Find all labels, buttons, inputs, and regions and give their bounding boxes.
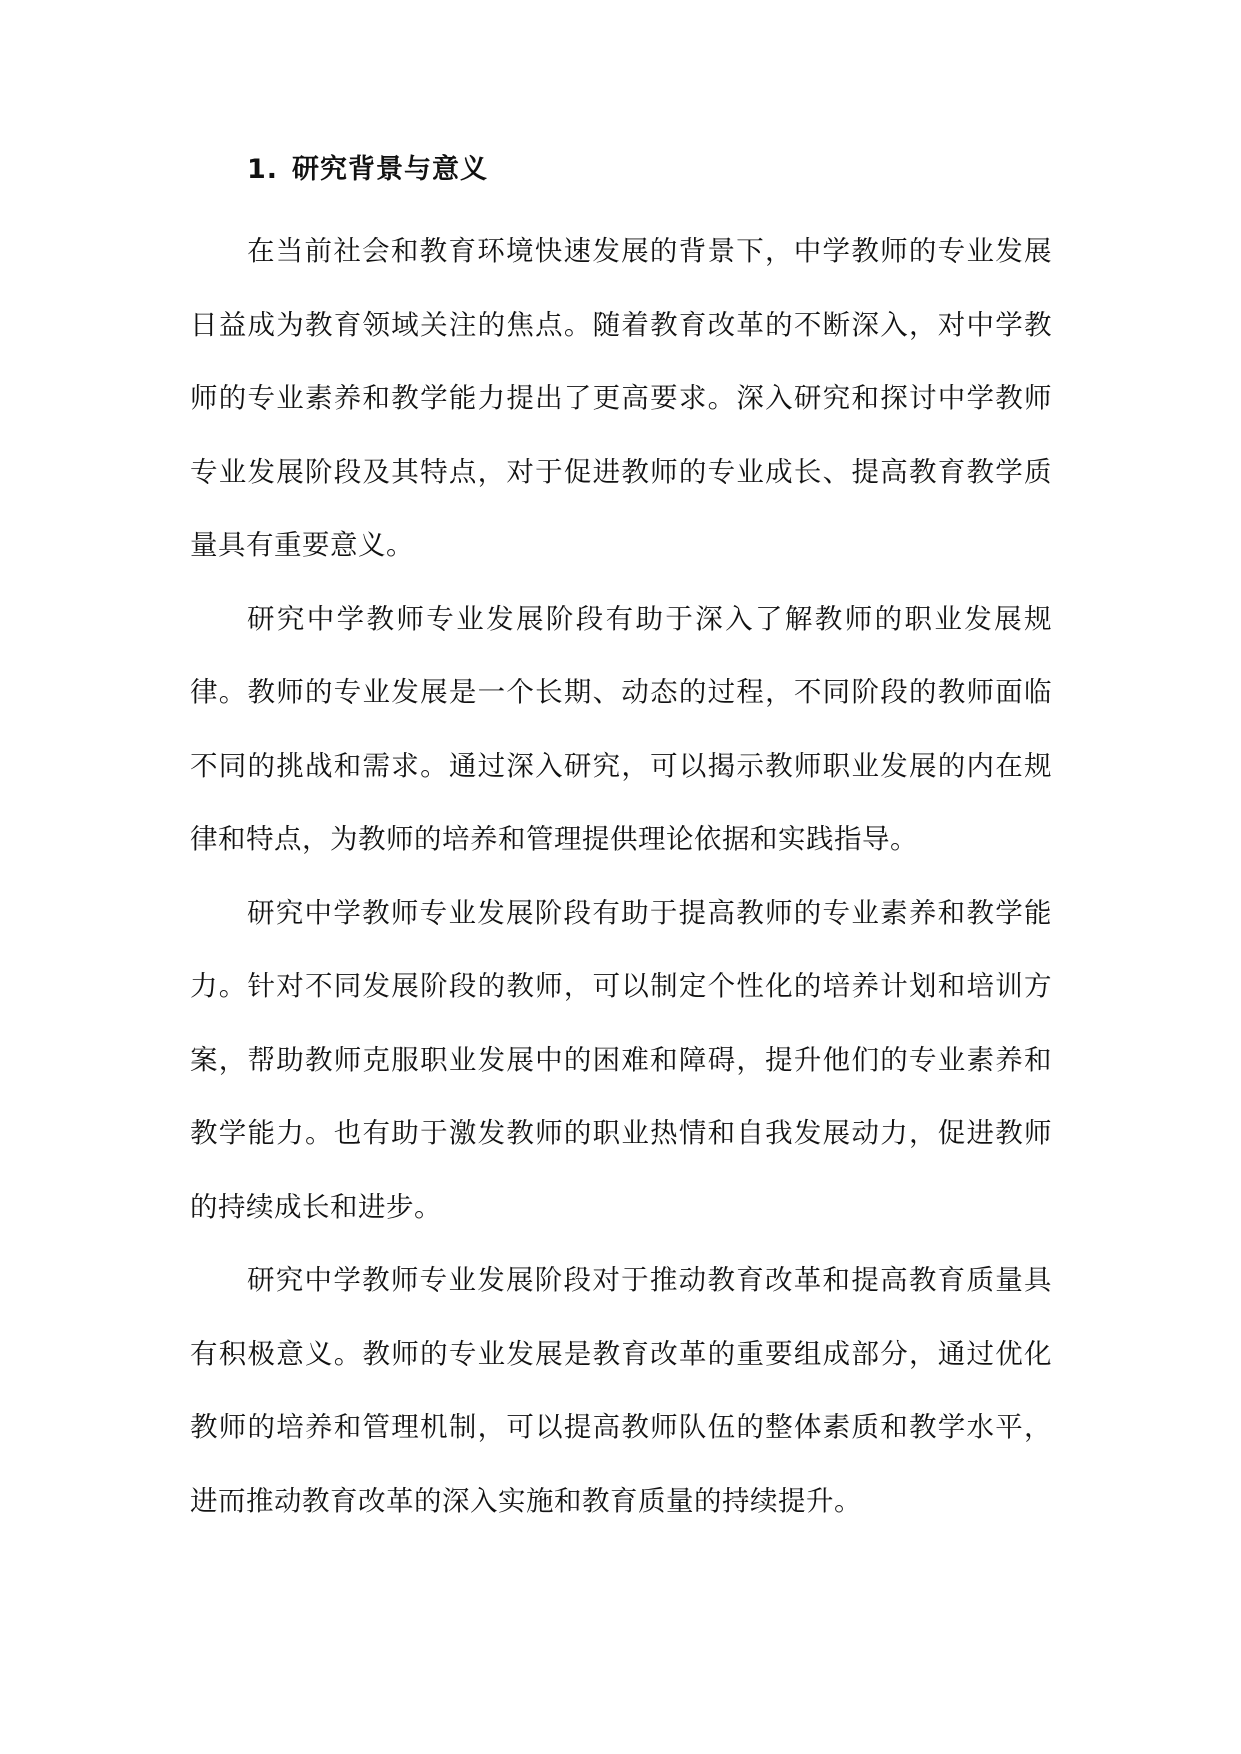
paragraph-background: 在当前社会和教育环境快速发展的背景下，中学教师的专业发展日益成为教育领域关注的焦点。随着教育改革的不断深入，对中学教师的专业素养和教学能力提出了更高要求。深入研究和探讨中学教师专业发展阶段及其特点，对于促进教师的专业成长、提高教育教学质量具有重要意义。 [190, 235, 1052, 561]
paragraph-education-reform: 研究中学教师专业发展阶段对于推动教育改革和提高教育质量具有积极意义。教师的专业发展是教育改革的重要组成部分，通过优化教师的培养和管理机制，可以提高教师队伍的整体素质和教学水平，进而推动教育改革的深入实施和教育质量的持续提升。 [190, 1264, 1052, 1517]
section-heading [247, 148, 1052, 192]
section-number: 1. [247, 154, 279, 185]
paragraph-professional-quality: 研究中学教师专业发展阶段有助于提高教师的专业素养和教学能力。针对不同发展阶段的教师，可以制定个性化的培养计划和培训方案，帮助教师克服职业发展中的困难和障碍，提升他们的专业素养和教学能力。也有助于激发教师的职业热情和自我发展动力，促进教师的持续成长和进步。 [190, 896, 1052, 1223]
document-body [190, 148, 1052, 1538]
section-title: 研究背景与意义 [292, 154, 489, 185]
paragraph-development-law: 研究中学教师专业发展阶段有助于深入了解教师的职业发展规律。教师的专业发展是一个长期、动态的过程，不同阶段的教师面临不同的挑战和需求。通过深入研究，可以揭示教师职业发展的内在规律和特点，为教师的培养和管理提供理论依据和实践指导。 [190, 602, 1052, 855]
